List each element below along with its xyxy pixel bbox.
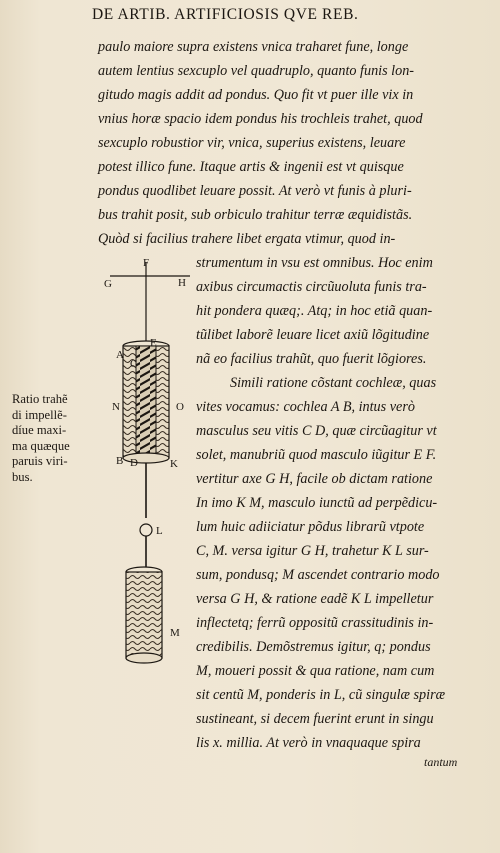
margin-note-line: paruis viri- xyxy=(12,454,68,468)
label-c: C xyxy=(130,358,138,370)
text-line: pondus quodlibet leuare possit. At verò vt funis à pluri- xyxy=(98,183,412,199)
text-line: solet, manubriũ quod masculo iũgitur E F. xyxy=(196,447,437,463)
running-header: DE ARTIB. ARTIFICIOSIS QVE REB. xyxy=(92,6,359,23)
label-f: F xyxy=(143,257,150,269)
text-line: axibus circumactis circũuoluta funis tra- xyxy=(196,279,427,295)
weight-m xyxy=(126,572,162,658)
masculus-cd xyxy=(136,346,156,458)
text-line: hit pondera quæq;. Atq; in hoc etiã quan- xyxy=(196,303,433,319)
screw-press-woodcut xyxy=(100,250,196,680)
text-line: tũlibet laborẽ leuare licet axiũ lõgitudine xyxy=(196,327,430,343)
text-line: nã eo facilius trahũt, quo fuerit lõgiores. xyxy=(196,351,427,367)
label-h: H xyxy=(178,277,186,289)
label-g: G xyxy=(104,278,112,290)
text-line: masculus seu vitis C D, quæ circũagitur vt xyxy=(196,423,437,439)
label-a: A xyxy=(116,349,124,361)
margin-note xyxy=(12,392,98,485)
text-line: sustineant, si decem fuerint erunt in singu xyxy=(196,711,434,727)
text-line: inflectetq; ferrũ oppositũ crassitudinis in- xyxy=(196,615,434,631)
margin-note-line: Ratio trahẽ xyxy=(12,392,68,406)
text-line: Quòd si facilius trahere libet ergata vtimur, quod in- xyxy=(98,231,396,247)
text-line: gitudo magis addit ad pondus. Quo fit vt puer ille vix in xyxy=(98,87,414,103)
margin-note-line: ma quæque xyxy=(12,438,70,453)
text-line: In imo K M, masculo iunctũ ad perpẽdicu- xyxy=(196,495,438,511)
label-d: D xyxy=(130,457,138,469)
text-line: credibilis. Demõstremus igitur, q; pondus xyxy=(196,639,431,655)
text-line: C, M. versa igitur G H, trahetur K L sur- xyxy=(196,543,429,559)
margin-note-line: di impellẽ- xyxy=(12,407,67,422)
text-line: sit centũ M, ponderis in L, cũ singulæ spiræ xyxy=(196,687,446,703)
label-m: M xyxy=(170,627,180,639)
text-line: lum huic adiiciatur põdus librarũ vtpote xyxy=(196,519,425,535)
text-line: sum, pondusq; M ascendet contrario modo xyxy=(196,567,440,583)
text-line: lis x. millia. At verò in vnaquaque spira xyxy=(196,735,421,751)
margin-note-line: bus. xyxy=(12,469,33,484)
ring-l xyxy=(140,524,152,536)
text-line: M, moueri possit & qua ratione, nam cum xyxy=(196,663,435,679)
text-line: versa G H, & ratione eadẽ K L impelletur xyxy=(196,591,434,607)
text-line: autem lentius sexcuplo vel quadruplo, quanto funis lon- xyxy=(98,63,415,79)
text-line: paulo maiore supra existens vnica traharet fune, longe xyxy=(98,39,409,55)
text-line: bus trahit posit, sub orbiculo trahitur terræ æquidistãs. xyxy=(98,207,413,223)
text-line: Simili ratione cõstant cochleæ, quas xyxy=(230,375,437,391)
label-b: B xyxy=(116,455,124,467)
text-line: vertitur axe G H, facile ob dictam ratione xyxy=(196,471,433,487)
text-line: strumentum in vsu est omnibus. Hoc enim xyxy=(196,255,433,271)
label-o: O xyxy=(176,401,184,413)
text-line: sexcuplo robustior vir, vnica, superius existens, leuare xyxy=(98,135,406,151)
text-line: vites vocamus: cochlea A B, intus verò xyxy=(196,399,415,415)
weight-bottom xyxy=(126,653,162,663)
text-line: vnius horæ spacio idem pondus his trochleis trahet, quod xyxy=(98,111,423,127)
margin-note-line: díue maxi- xyxy=(12,423,67,437)
text-line: potest illico fune. Itaque artis & ingenii est vt quisque xyxy=(98,159,404,175)
label-k: K xyxy=(170,458,178,470)
label-e: E xyxy=(150,337,157,349)
catchword: tantum xyxy=(424,755,458,769)
label-l: L xyxy=(156,525,163,537)
label-n: N xyxy=(112,401,120,413)
